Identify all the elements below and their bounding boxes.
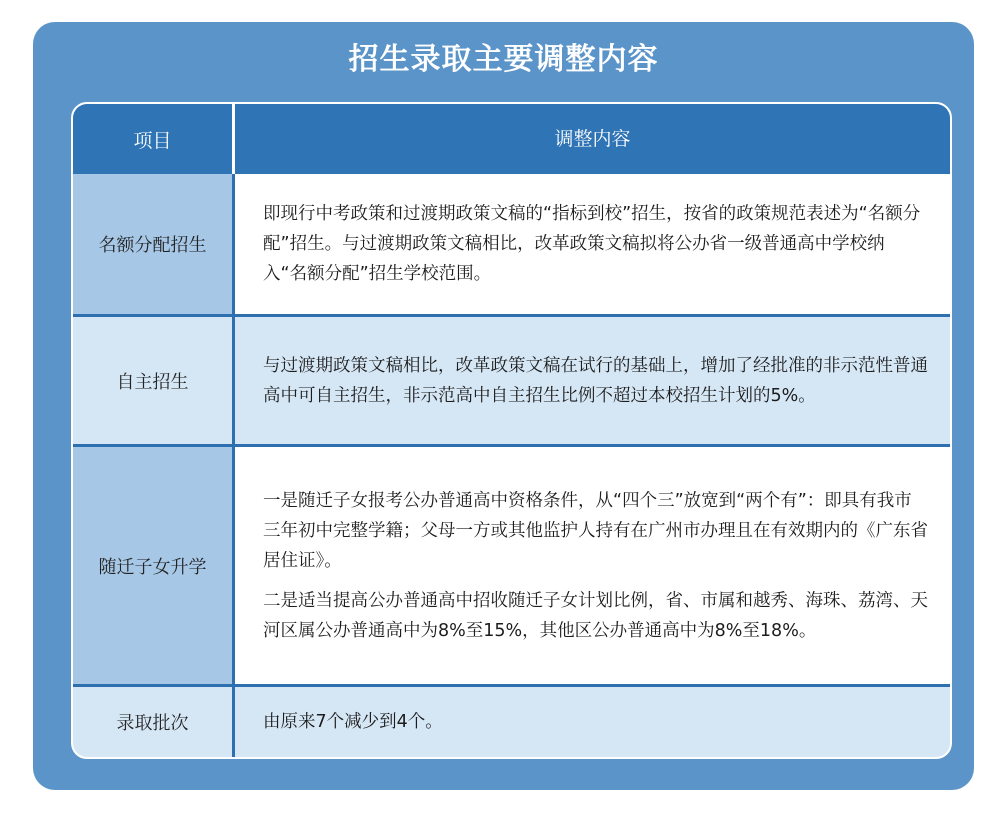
content-panel [33,22,974,790]
page-title: 招生录取主要调整内容 [348,42,659,77]
row-item-label: 录取批次 [73,687,235,757]
table-row [73,687,950,757]
row-item-label: 随迁子女升学 [73,447,235,684]
row-content-paragraph: 二是适当提高公办普通高中招收随迁子女计划比例，省、市属和越秀、海珠、荔湾、天河区属公办普通高中为8%至15%，其他区公办普通高中为8%至18%。 [263,590,928,641]
table-row [73,447,950,684]
table-row [73,317,950,444]
row-item-label: 自主招生 [73,317,235,444]
row-item-label: 名额分配招生 [73,174,235,314]
row-content [235,174,950,314]
row-content-paragraph: 一是随迁子女报考公办普通高中资格条件，从“四个三”放宽到“两个有”：即具有我市三年初中完整学籍；父母一方或其他监护人持有在广州市办理且在有效期内的《广东省居住证》。 [263,490,928,571]
row-content [235,447,950,684]
row-content [235,687,950,757]
row-content-paragraph: 即现行中考政策和过渡期政策文稿的“指标到校”招生，按省的政策规范表述为“名额分配”招生。与过渡期政策文稿相比，改革政策文稿拟将公办省一级普通高中学校纳入“名额分配”招生学校范围。 [263,204,921,284]
row-content-paragraph: 由原来7个减少到4个。 [263,712,443,732]
row-content-paragraph: 与过渡期政策文稿相比，改革政策文稿在试行的基础上，增加了经批准的非示范性普通高中可自主招生，非示范高中自主招生比例不超过本校招生计划的5%。 [263,355,928,406]
row-content [235,317,950,444]
column-header-item: 项目 [73,104,235,174]
table-header-row [73,104,950,174]
table-row [73,174,950,314]
adjustment-table [71,102,952,759]
column-header-content: 调整内容 [554,128,631,150]
